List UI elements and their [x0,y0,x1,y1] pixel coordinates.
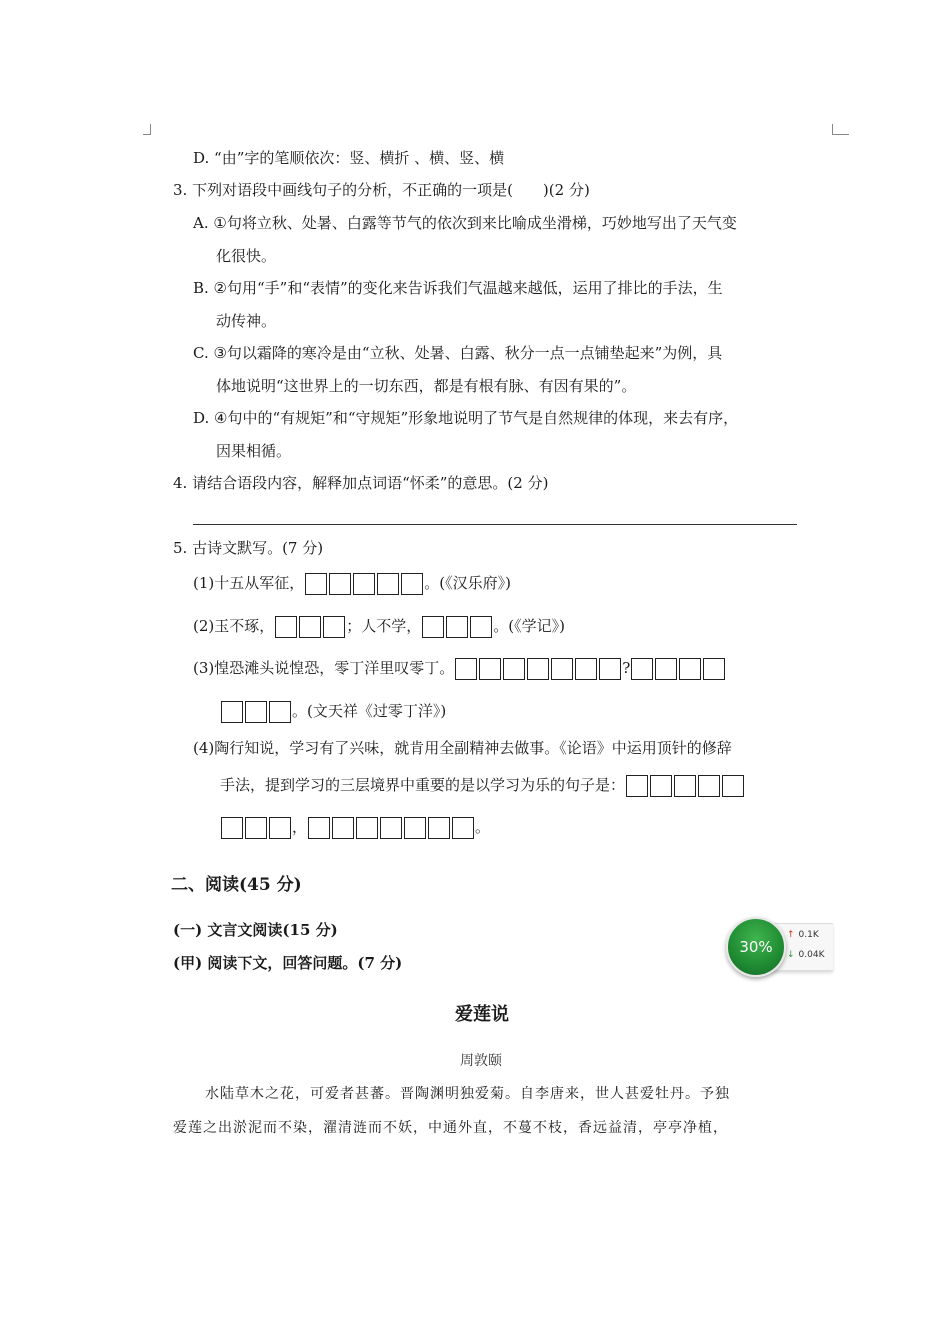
usage-percent-badge[interactable]: 30% [726,917,786,977]
passage-author: 周敦颐 [460,1053,502,1069]
answer-box[interactable] [455,658,477,680]
answer-boxes[interactable] [305,573,423,595]
answer-box[interactable] [380,817,402,839]
q5-item2-prompt-a: (2)玉不琢， [193,617,275,635]
q5-item4-prompt: 手法，提到学习的三层境界中重要的是以学习为乐的句子是： [220,776,626,794]
answer-box[interactable] [305,573,327,595]
answer-box[interactable] [479,658,501,680]
answer-box[interactable] [722,775,744,797]
answer-boxes[interactable] [308,817,474,839]
q5-stem: 5. 古诗文默写。(7 分) [173,539,324,557]
answer-box[interactable] [626,775,648,797]
answer-box[interactable] [452,817,474,839]
answer-boxes[interactable] [221,701,291,723]
answer-box[interactable] [650,775,672,797]
answer-box[interactable] [269,701,291,723]
q5-item2-source: 。(《学记》) [493,617,565,635]
answer-boxes[interactable] [422,616,492,638]
q3-option-a-line2: 化很快。 [216,247,277,265]
q5-item4-line2 [220,775,745,797]
q5-item2 [193,616,565,638]
q3-option-d-line1: D. ④句中的“有规矩”和“守规矩”形象地说明了节气是自然规律的体现，来去有序， [193,409,739,427]
answer-box[interactable] [323,616,345,638]
answer-box[interactable] [503,658,525,680]
answer-box[interactable] [221,701,243,723]
section-2-sub1: (一) 文言文阅读(15 分) [173,921,338,939]
q3-stem: 3. 下列对语段中画线句子的分析，不正确的一项是( )(2 分) [173,181,590,199]
answer-box[interactable] [599,658,621,680]
upload-rate [787,930,819,940]
answer-box[interactable] [356,817,378,839]
q4-answer-line[interactable] [193,524,797,525]
passage-line-1: 水陆草木之花，可爱者甚蕃。晋陶渊明独爱菊。自李唐来，世人甚爱牡丹。予独 [205,1086,730,1102]
q5-item3-prompt: (3)惶恐滩头说惶恐，零丁洋里叹零丁。 [193,659,455,677]
answer-box[interactable] [329,573,351,595]
upload-arrow-icon: ↑ [787,930,795,940]
answer-box[interactable] [401,573,423,595]
q3-option-a-line1: A. ①句将立秋、处暑、白露等节气的依次到来比喻成坐滑梯，巧妙地写出了天气变 [193,214,737,232]
q3-option-d-line2: 因果相循。 [216,442,292,460]
q5-item1 [193,573,511,595]
section-2-sub2: (甲) 阅读下文，回答问题。(7 分) [173,954,403,972]
answer-box[interactable] [299,616,321,638]
page-corner-mark-right [832,124,849,135]
q5-item3-line1 [193,658,726,680]
q5-item4-line3 [220,817,490,839]
q4-stem: 4. 请结合语段内容，解释加点词语“怀柔”的意思。(2 分) [173,474,549,492]
q3-option-c-line1: C. ③句以霜降的寒冷是由“立秋、处暑、白露、秋分一点一点铺垫起来”为例，具 [193,344,723,362]
answer-box[interactable] [527,658,549,680]
q5-item3-line2 [220,701,446,723]
answer-box[interactable] [404,817,426,839]
page-corner-mark-left [143,124,151,135]
answer-box[interactable] [308,817,330,839]
q5-item4-line1: (4)陶行知说，学习有了兴味，就肯用全副精神去做事。《论语》中运用顶针的修辞 [193,739,732,757]
section-2-heading: 二、阅读(45 分) [171,875,302,895]
answer-box[interactable] [353,573,375,595]
answer-box[interactable] [245,701,267,723]
download-rate [787,950,825,960]
q5-item4-comma: ， [292,818,308,836]
answer-box[interactable] [575,658,597,680]
answer-box[interactable] [269,817,291,839]
passage-title: 爱莲说 [455,1004,509,1025]
download-value: 0.04K [798,950,825,960]
q5-item1-source: 。(《汉乐府》) [424,574,511,592]
q3-option-c-line2: 体地说明“这世界上的一切东西，都是有根有脉、有因有果的”。 [216,377,637,395]
answer-box[interactable] [332,817,354,839]
network-speed-widget[interactable] [726,915,832,977]
answer-box[interactable] [377,573,399,595]
passage-line-2: 爱莲之出淤泥而不染，濯清涟而不妖，中通外直，不蔓不枝，香远益清，亭亭净植， [173,1120,728,1136]
q5-item3-question-mark: ? [622,659,631,677]
upload-value: 0.1K [798,930,819,940]
answer-box[interactable] [674,775,696,797]
q5-item1-prompt: (1)十五从军征， [193,574,305,592]
answer-boxes[interactable] [631,658,725,680]
answer-box[interactable] [422,616,444,638]
download-arrow-icon: ↓ [787,950,795,960]
answer-box[interactable] [551,658,573,680]
answer-boxes[interactable] [626,775,744,797]
answer-boxes[interactable] [455,658,621,680]
answer-boxes[interactable] [221,817,291,839]
answer-box[interactable] [446,616,468,638]
answer-box[interactable] [221,817,243,839]
q3-option-b-line1: B. ②句用“手”和“表情”的变化来告诉我们气温越来越低，运用了排比的手法，生 [193,279,723,297]
answer-box[interactable] [698,775,720,797]
answer-box[interactable] [245,817,267,839]
answer-box[interactable] [679,658,701,680]
answer-box[interactable] [470,616,492,638]
q3-option-b-line2: 动传神。 [216,312,277,330]
answer-box[interactable] [428,817,450,839]
answer-box[interactable] [703,658,725,680]
answer-box[interactable] [631,658,653,680]
answer-box[interactable] [655,658,677,680]
answer-box[interactable] [275,616,297,638]
q5-item3-source: 。(文天祥《过零丁洋》) [292,702,447,720]
q5-item4-end: 。 [475,818,491,836]
q2-option-d: D. “由”字的笔顺依次：竖、横折 、横、竖、横 [193,149,505,167]
q5-item2-prompt-b: ；人不学， [346,617,422,635]
answer-boxes[interactable] [275,616,345,638]
